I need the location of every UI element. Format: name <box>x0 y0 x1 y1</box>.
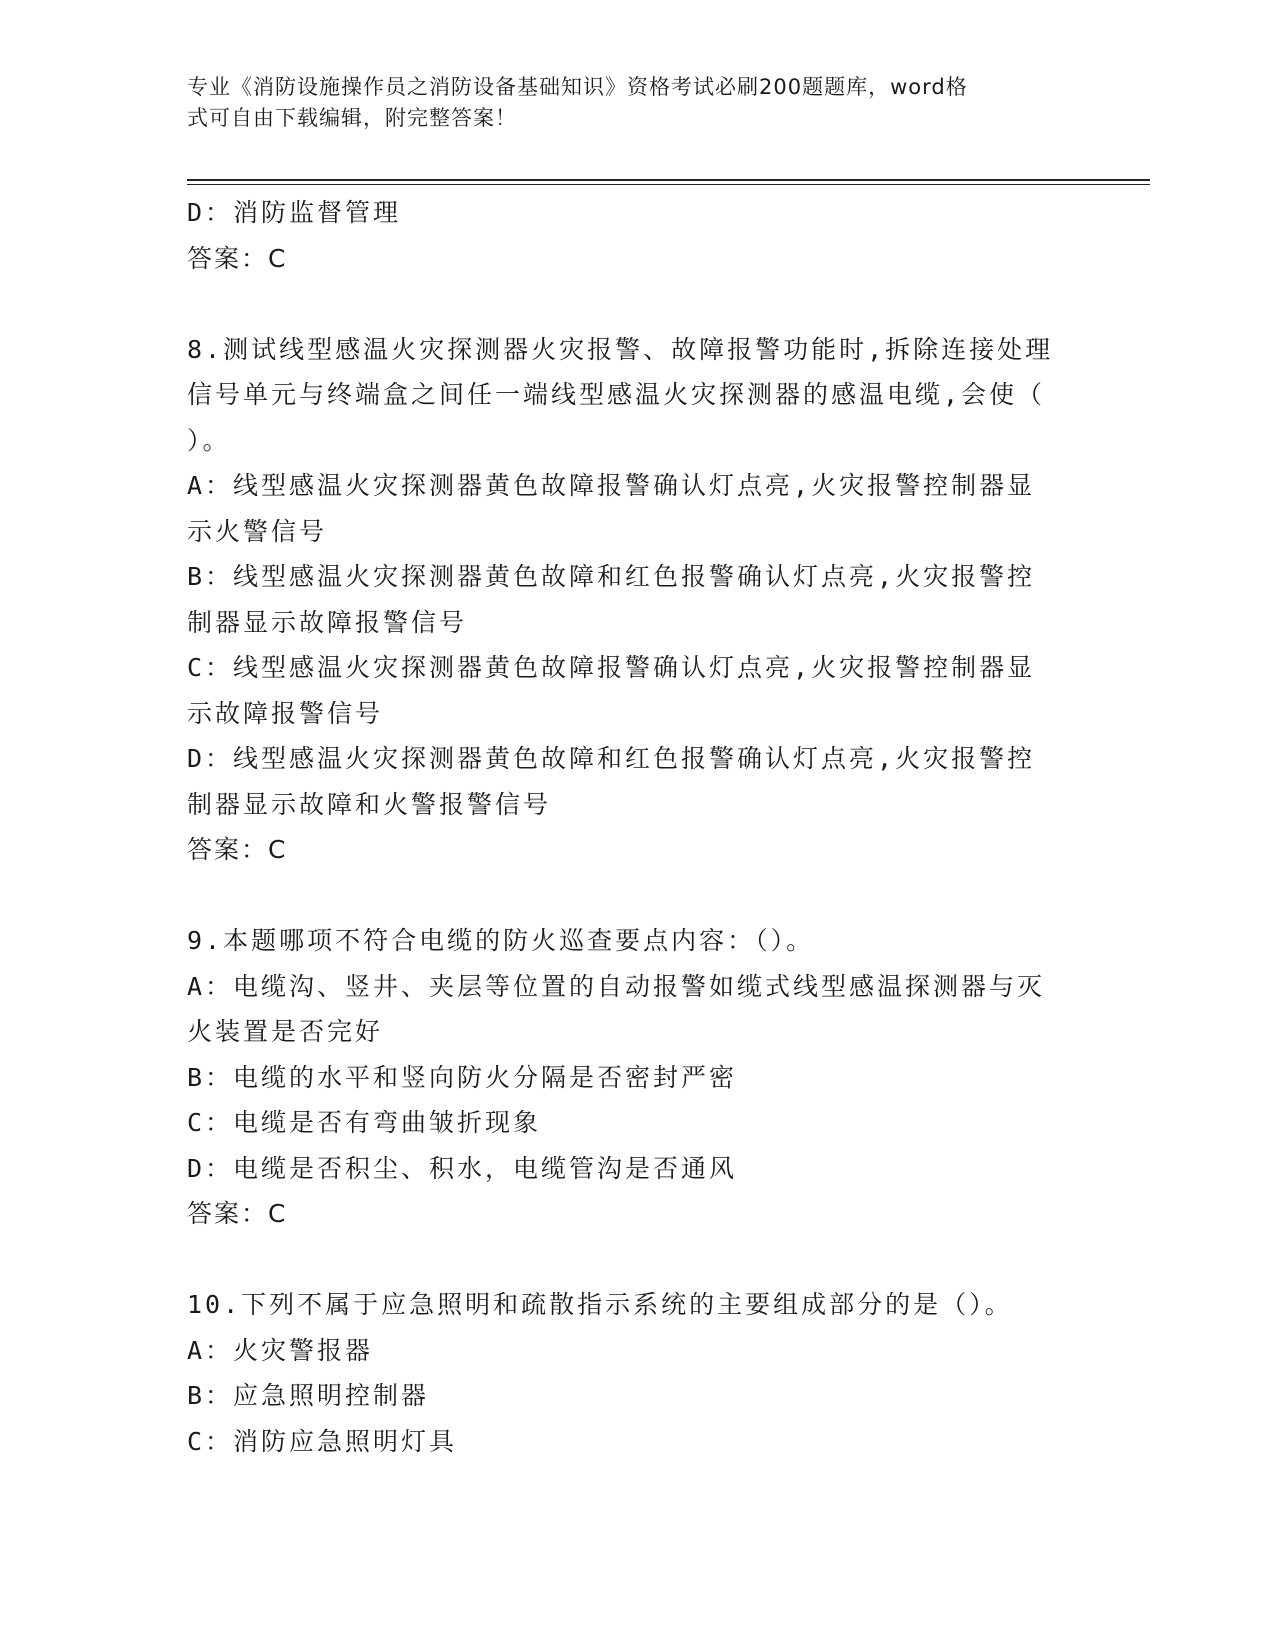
q8-option-d-line-1: D：线型感温火灾探测器黄色故障和红色报警确认灯点亮,火灾报警控 <box>187 744 1036 773</box>
q8-option-c-line-1: C：线型感温火灾探测器黄色故障报警确认灯点亮,火灾报警控制器显 <box>187 653 1036 682</box>
header-rule-thick <box>187 179 1150 181</box>
spacer <box>187 873 1087 919</box>
spacer <box>187 281 1087 327</box>
q8-option-c-line-2: 示故障报警信号 <box>187 698 384 728</box>
q7-answer: 答案：C <box>187 243 288 273</box>
q10-stem: 10.下列不属于应急照明和疏散指示系统的主要组成部分的是（）。 <box>187 1290 1013 1319</box>
document-header <box>187 72 1067 134</box>
q9-option-a-line-1: A：电缆沟、竖井、夹层等位置的自动报警如缆式线型感温探测器与灭 <box>187 971 1046 1001</box>
q10-option-a: A：火灾警报器 <box>187 1335 374 1365</box>
q9-answer: 答案：C <box>187 1199 288 1228</box>
q9-option-d: D：电缆是否积尘、积水，电缆管沟是否通风 <box>187 1153 738 1183</box>
q8-option-a-line-2: 示火警信号 <box>187 516 328 546</box>
header-rule-thin <box>187 184 1150 185</box>
q8-stem-line-2: 信号单元与终端盒之间任一端线型感温火灾探测器的感温电缆,会使（ <box>187 380 1046 409</box>
q9-option-c: C：电缆是否有弯曲皱折现象 <box>187 1108 542 1137</box>
q8-answer: 答案：C <box>187 835 288 864</box>
q9-option-b: B：电缆的水平和竖向防火分隔是否密封严密 <box>187 1062 738 1092</box>
q8-option-d-line-2: 制器显示故障和火警报警信号 <box>187 789 552 819</box>
q8-option-b-line-1: B：线型感温火灾探测器黄色故障和红色报警确认灯点亮,火灾报警控 <box>187 562 1036 591</box>
q8-option-a-line-1: A：线型感温火灾探测器黄色故障报警确认灯点亮,火灾报警控制器显 <box>187 471 1036 500</box>
q9-option-a-line-2: 火装置是否完好 <box>187 1017 384 1046</box>
q10-option-c: C：消防应急照明灯具 <box>187 1426 458 1456</box>
q7-option-d: D：消防监督管理 <box>187 198 402 227</box>
spacer <box>187 1237 1087 1283</box>
q9-stem: 9.本题哪项不符合电缆的防火巡查要点内容：（）。 <box>187 926 815 955</box>
q8-stem-line-1: 8.测试线型感温火灾探测器火灾报警、故障报警功能时,拆除连接处理 <box>187 334 1054 364</box>
q10-option-b: B：应急照明控制器 <box>187 1381 430 1410</box>
question-content <box>187 190 1087 1464</box>
q8-stem-line-3: ）。 <box>187 425 231 455</box>
header-line-2: 式可自由下载编辑，附完整答案！ <box>187 106 517 130</box>
header-line-1: 专业《消防设施操作员之消防设备基础知识》资格考试必刷200题题库，word格 <box>187 75 968 99</box>
q8-option-b-line-2: 制器显示故障报警信号 <box>187 607 468 637</box>
